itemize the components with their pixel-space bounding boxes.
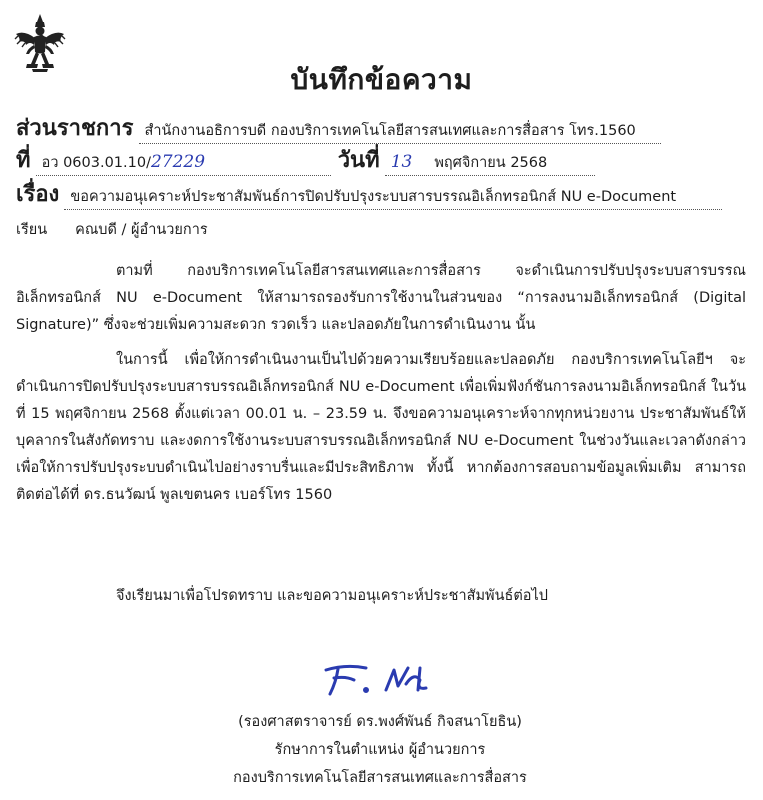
- department-row: [16, 110, 739, 141]
- date-label: วันที่: [337, 148, 380, 173]
- signer-name: (รองศาสตราจารย์ ดร.พงศ์พันธ์ กิจสนาโยธิน): [238, 714, 522, 730]
- reference-field: [36, 151, 331, 176]
- salutation: [16, 218, 208, 241]
- date-day: 13: [390, 152, 413, 172]
- signer-position: รักษาการในตำแหน่ง ผู้อำนวยการ: [274, 742, 486, 758]
- signer-office: กองบริการเทคโนโลยีสารสนเทศและการสื่อสาร: [233, 770, 527, 786]
- subject-label: เรื่อง: [16, 182, 60, 207]
- closing-line: จึงเรียนมาเพื่อโปรดทราบ และขอความอนุเคราะห์ประชาสัมพันธ์ต่อไป: [116, 588, 548, 604]
- handwritten-signature: [316, 660, 456, 700]
- reference-prefix: อว 0603.01.10/: [41, 155, 151, 171]
- reference-row: [16, 142, 739, 173]
- body-paragraph-1: ตามที่ กองบริการเทคโนโลยีสารสนเทศและการสื่อสาร จะดำเนินการปรับปรุงระบบสารบรรณอิเล็กทรอนิกส์ NU e-Document ให้สามารถรองรับการใช้งานในส่วนของ “การลงนามอิเล็กทรอนิกส์ (Digital Signature)” ซึ่งจะช่วยเพิ่มความสะดวก รวดเร็ว และปลอดภัยในการดำเนินงาน นั้น: [16, 263, 746, 333]
- subject-row: [16, 176, 739, 207]
- salutation-label: เรียน: [16, 222, 48, 238]
- department-value: สำนักงานอธิการบดี กองบริการเทคโนโลยีสารสนเทศและการสื่อสาร โทร.1560: [139, 119, 661, 144]
- reference-number: 27229: [150, 152, 206, 172]
- subject-value: ขอความอนุเคราะห์ประชาสัมพันธ์การปิดปรับปรุงระบบสารบรรณอิเล็กทรอนิกส์ NU e-Document: [64, 185, 722, 210]
- date-month-year: พฤศจิกายน 2568: [434, 155, 548, 171]
- reference-label: ที่: [16, 148, 31, 173]
- body-paragraph-2: ในการนี้ เพื่อให้การดำเนินงานเป็นไปด้วยความเรียบร้อยและปลอดภัย กองบริการเทคโนโลยีฯ จะดำเนินการปิดปรับปรุงระบบสารบรรณอิเล็กทรอนิกส์ NU e-Document เพื่อเพิ่มฟังก์ชันการลงนามอิเล็กทรอนิกส์ ในวันที่ 15 พฤศจิกายน 2568 ตั้งแต่เวลา 00.01 น. – 23.59 น. จึงขอความอนุเคราะห์จากทุกหน่วยงาน ประชาสัมพันธ์ให้บุคลากรในสังกัดทราบ และงดการใช้งานระบบสารบรรณอิเล็กทรอนิกส์ NU e-Document ในช่วงวันและเวลาดังกล่าว เพื่อให้การปรับปรุงระบบดำเนินไปอย่างราบรื่นและมีประสิทธิภาพ ทั้งนี้ หากต้องการสอบถามข้อมูลเพิ่มเติม สามารถติดต่อได้ที่ ดร.ธนวัฒน์ พูลเขตนคร เบอร์โทร 1560: [16, 352, 746, 503]
- page-title: บันทึกข้อความ: [290, 63, 473, 96]
- date-field: [385, 151, 595, 176]
- salutation-recipient: คณบดี / ผู้อำนวยการ: [75, 222, 208, 238]
- department-label: ส่วนราชการ: [16, 116, 134, 141]
